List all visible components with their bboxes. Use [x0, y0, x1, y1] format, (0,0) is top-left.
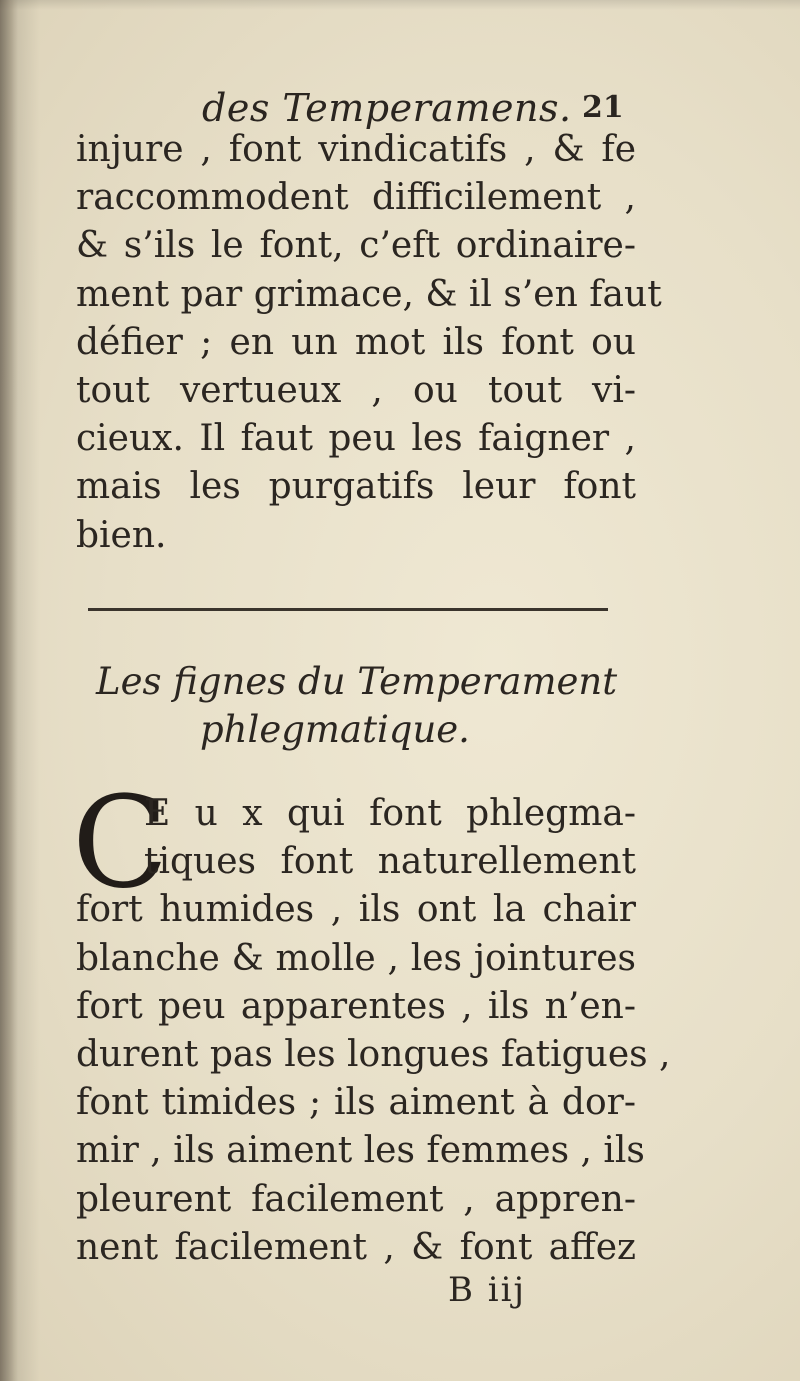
section-heading-line-1: Les fignes du Temperament — [96, 660, 618, 703]
text-line: bien. — [76, 514, 167, 556]
text-line: font timides ; ils aiment à dor- — [76, 1082, 636, 1124]
text-line: mir , ils aiment les femmes , ils — [76, 1130, 645, 1172]
paragraph-1 — [76, 126, 662, 560]
page-binding-shadow — [0, 0, 18, 1381]
text-line: tiques font naturellement — [144, 841, 636, 883]
page-number: 21 — [582, 90, 624, 125]
text-line: pleurent facilement , appren- — [76, 1178, 636, 1220]
text-line: & s’ils le font, c’eft ordinaire- — [76, 225, 636, 267]
text-line: raccommodent difficilement , — [76, 177, 636, 219]
text-line: ment par grimace, & il s’en faut — [76, 273, 662, 315]
text-line: fort humides , ils ont la chair — [76, 889, 636, 931]
text-line: nent facilement , & font affez — [76, 1226, 636, 1268]
text-line: défier ; en un mot ils font ou — [76, 321, 636, 363]
text-line: tout vertueux , ou tout vi- — [76, 369, 636, 411]
section-heading-line-2: phlegmatique. — [200, 708, 470, 751]
running-title: des Temperamens. — [202, 86, 572, 130]
section-divider-rule — [88, 608, 608, 611]
text-line: fort peu apparentes , ils n’en- — [76, 985, 636, 1027]
section-heading — [96, 658, 636, 754]
text-line: injure , font vindicatifs , & fe — [76, 129, 636, 170]
text-line: durent pas les longues fatigues , — [76, 1033, 671, 1075]
text-line: E u x qui font phlegma- — [144, 793, 636, 834]
signature-mark: B iij — [448, 1270, 527, 1310]
text-line: cieux. Il faut peu les faigner , — [76, 418, 636, 460]
drop-cap: C — [72, 769, 169, 916]
paragraph-2 — [76, 790, 671, 1272]
text-line: blanche & molle , les jointures — [76, 937, 636, 979]
text-line: mais les purgatifs leur font — [76, 466, 636, 508]
